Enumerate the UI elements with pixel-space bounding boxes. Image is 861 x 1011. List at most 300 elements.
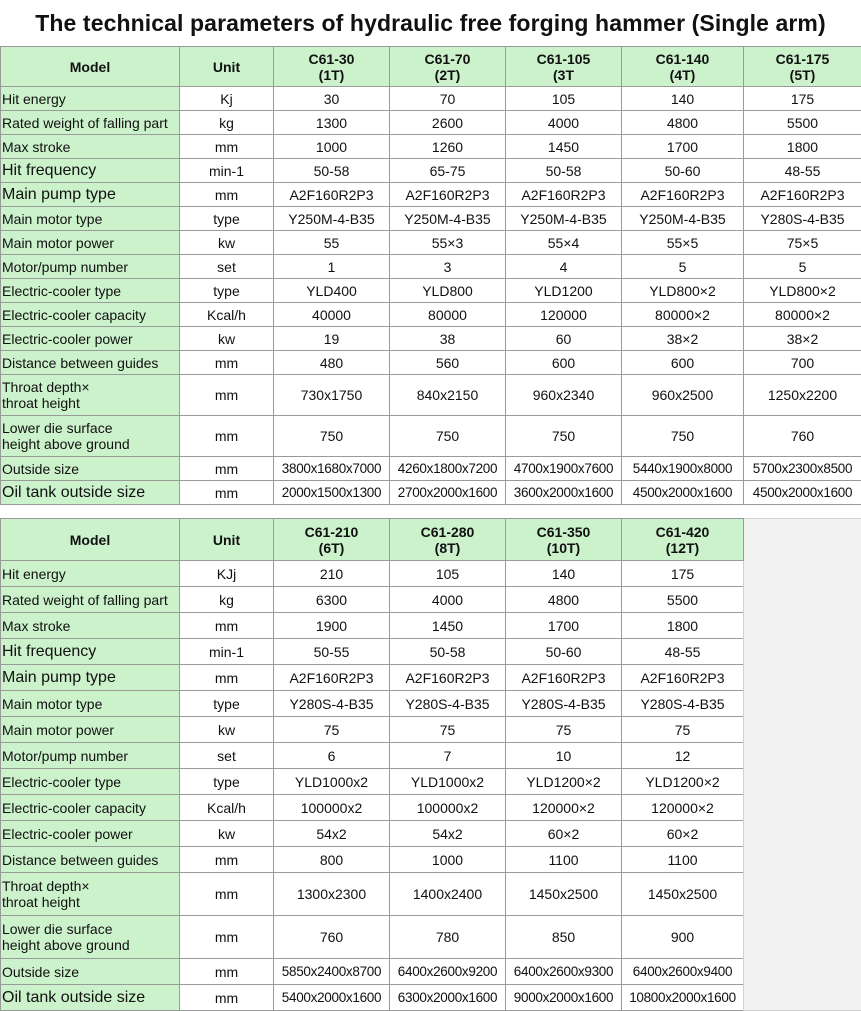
value-cell: YLD800×2 — [744, 279, 861, 303]
value-cell: 40000 — [274, 303, 390, 327]
unit-cell: mm — [180, 183, 274, 207]
table-row — [1, 183, 861, 207]
parameter-label-text: Hit frequency — [2, 643, 96, 660]
value-cell: 55×4 — [506, 231, 622, 255]
value-cell: 210 — [274, 561, 390, 587]
model-name: C61-280 — [390, 524, 505, 540]
value-cell: 1 — [274, 255, 390, 279]
value-cell: 55×3 — [390, 231, 506, 255]
value-cell: YLD1200×2 — [622, 769, 744, 795]
table-row — [1, 375, 861, 416]
parameter-label-text: Main motor type — [2, 211, 102, 227]
table-row — [1, 111, 861, 135]
value-cell: 175 — [744, 87, 861, 111]
value-cell: 3600x2000x1600 — [506, 481, 622, 505]
parameter-label — [1, 691, 180, 717]
unit-cell: mm — [180, 916, 274, 959]
value-cell: YLD1000x2 — [390, 769, 506, 795]
value-cell: 55×5 — [622, 231, 744, 255]
value-cell: 9000x2000x1600 — [506, 985, 622, 1011]
parameter-label-text: Main motor power — [2, 722, 114, 738]
parameter-label-text: Main pump type — [2, 186, 116, 203]
value-cell: 38×2 — [744, 327, 861, 351]
value-cell: 60 — [506, 327, 622, 351]
parameter-label-text: Oil tank outside size — [2, 989, 145, 1006]
value-cell: A2F160R2P3 — [390, 665, 506, 691]
parameter-label — [1, 416, 180, 457]
table-row — [1, 873, 861, 916]
model-column-header — [390, 519, 506, 561]
value-cell: 75 — [390, 717, 506, 743]
unit-cell: type — [180, 691, 274, 717]
value-cell: 900 — [622, 916, 744, 959]
parameter-label-text-line2: throat height — [2, 894, 80, 910]
parameter-label-text: Rated weight of falling part — [2, 592, 168, 608]
parameter-label-text: Max stroke — [2, 618, 70, 634]
parameter-label — [1, 959, 180, 985]
value-cell: Y250M-4-B35 — [274, 207, 390, 231]
value-cell: 75 — [506, 717, 622, 743]
parameter-label-text: Electric-cooler capacity — [2, 307, 146, 323]
value-cell: 10 — [506, 743, 622, 769]
table-row — [1, 279, 861, 303]
unit-cell: type — [180, 207, 274, 231]
parameter-label-text: Hit energy — [2, 566, 66, 582]
parameter-label-text: Motor/pump number — [2, 748, 128, 764]
table-row — [1, 743, 861, 769]
value-cell: 1250x2200 — [744, 375, 861, 416]
value-cell: 70 — [390, 87, 506, 111]
value-cell: 100000x2 — [390, 795, 506, 821]
value-cell: 120000×2 — [506, 795, 622, 821]
value-cell: 2600 — [390, 111, 506, 135]
value-cell: A2F160R2P3 — [506, 183, 622, 207]
model-tonnage: (1T) — [274, 67, 389, 83]
parameter-label — [1, 111, 180, 135]
unit-cell: min-1 — [180, 159, 274, 183]
table-row — [1, 587, 861, 613]
model-header: Model — [1, 47, 180, 87]
value-cell: 4500x2000x1600 — [744, 481, 861, 505]
value-cell: 1450 — [506, 135, 622, 159]
model-name: C61-420 — [622, 524, 743, 540]
table-row — [1, 159, 861, 183]
value-cell: 6400x2600x9300 — [506, 959, 622, 985]
parameter-label-text: Throat depth× — [2, 878, 90, 894]
table-row — [1, 717, 861, 743]
value-cell: 3 — [390, 255, 506, 279]
unit-cell: kw — [180, 717, 274, 743]
model-column-header — [622, 47, 744, 87]
value-cell: A2F160R2P3 — [390, 183, 506, 207]
value-cell: 12 — [622, 743, 744, 769]
parameter-label — [1, 665, 180, 691]
value-cell: YLD1200×2 — [506, 769, 622, 795]
table-row — [1, 457, 861, 481]
value-cell: 1450x2500 — [622, 873, 744, 916]
parameter-label — [1, 847, 180, 873]
parameter-label-text: Electric-cooler power — [2, 331, 133, 347]
value-cell: 4 — [506, 255, 622, 279]
value-cell: 175 — [622, 561, 744, 587]
value-cell: 54x2 — [390, 821, 506, 847]
parameter-label-text: Main motor power — [2, 235, 114, 251]
value-cell: 60×2 — [506, 821, 622, 847]
parameter-label-text: Motor/pump number — [2, 259, 128, 275]
table-row — [1, 795, 861, 821]
value-cell: 6400x2600x9200 — [390, 959, 506, 985]
model-tonnage: (2T) — [390, 67, 505, 83]
value-cell: 1000 — [274, 135, 390, 159]
value-cell: 760 — [744, 416, 861, 457]
value-cell: 1300x2300 — [274, 873, 390, 916]
value-cell: 4260x1800x7200 — [390, 457, 506, 481]
value-cell: 48-55 — [744, 159, 861, 183]
value-cell: YLD800×2 — [622, 279, 744, 303]
unit-cell: mm — [180, 375, 274, 416]
value-cell: 5400x2000x1600 — [274, 985, 390, 1011]
value-cell: Y250M-4-B35 — [622, 207, 744, 231]
value-cell: Y280S-4-B35 — [390, 691, 506, 717]
parameter-label-text: Outside size — [2, 461, 79, 477]
table-row — [1, 327, 861, 351]
parameter-label — [1, 769, 180, 795]
parameter-label — [1, 639, 180, 665]
parameter-label — [1, 613, 180, 639]
model-header: Model — [1, 519, 180, 561]
value-cell: 1100 — [506, 847, 622, 873]
table-row — [1, 231, 861, 255]
model-name: C61-105 — [506, 51, 621, 67]
value-cell: 75 — [622, 717, 744, 743]
model-tonnage: (3T — [506, 67, 621, 83]
model-name: C61-350 — [506, 524, 621, 540]
value-cell: A2F160R2P3 — [744, 183, 861, 207]
value-cell: Y250M-4-B35 — [390, 207, 506, 231]
value-cell: 1700 — [506, 613, 622, 639]
model-column-header — [274, 519, 390, 561]
value-cell: 6400x2600x9400 — [622, 959, 744, 985]
value-cell: 1900 — [274, 613, 390, 639]
unit-cell: kg — [180, 111, 274, 135]
model-column-header — [274, 47, 390, 87]
value-cell: 3800x1680x7000 — [274, 457, 390, 481]
parameter-label-text: Electric-cooler capacity — [2, 800, 146, 816]
unit-cell: set — [180, 255, 274, 279]
value-cell: 140 — [506, 561, 622, 587]
unit-header: Unit — [180, 47, 274, 87]
value-cell: 50-55 — [274, 639, 390, 665]
value-cell: 600 — [506, 351, 622, 375]
header-row — [1, 47, 861, 87]
model-name: C61-70 — [390, 51, 505, 67]
value-cell: A2F160R2P3 — [506, 665, 622, 691]
value-cell: 50-58 — [274, 159, 390, 183]
table-row — [1, 416, 861, 457]
value-cell: 48-55 — [622, 639, 744, 665]
parameter-label-text: Outside size — [2, 964, 79, 980]
value-cell: 730x1750 — [274, 375, 390, 416]
value-cell: 120000×2 — [622, 795, 744, 821]
value-cell: 1300 — [274, 111, 390, 135]
value-cell: 6300x2000x1600 — [390, 985, 506, 1011]
empty-cell — [744, 519, 861, 1011]
value-cell: 5500 — [622, 587, 744, 613]
parameter-label-text: Main pump type — [2, 669, 116, 686]
parameter-label — [1, 873, 180, 916]
value-cell: 6300 — [274, 587, 390, 613]
value-cell: 800 — [274, 847, 390, 873]
table-row — [1, 561, 861, 587]
value-cell: Y280S-4-B35 — [622, 691, 744, 717]
value-cell: 1800 — [744, 135, 861, 159]
value-cell: 1000 — [390, 847, 506, 873]
model-tonnage: (12T) — [622, 540, 743, 556]
parameter-label-text: Hit frequency — [2, 162, 96, 179]
parameter-label — [1, 587, 180, 613]
value-cell: Y280S-4-B35 — [506, 691, 622, 717]
table-row — [1, 351, 861, 375]
table-row — [1, 639, 861, 665]
value-cell: 80000×2 — [744, 303, 861, 327]
value-cell: A2F160R2P3 — [274, 665, 390, 691]
table-row — [1, 847, 861, 873]
page-title: The technical parameters of hydraulic free forging hammer (Single arm) — [0, 0, 861, 46]
unit-cell: mm — [180, 985, 274, 1011]
parameter-label-text: Distance between guides — [2, 852, 158, 868]
parameter-label — [1, 183, 180, 207]
spec-table-2 — [0, 518, 861, 1011]
value-cell: 38 — [390, 327, 506, 351]
parameter-label-text: Lower die surface — [2, 420, 113, 436]
value-cell: 560 — [390, 351, 506, 375]
value-cell: 4000 — [390, 587, 506, 613]
value-cell: Y280S-4-B35 — [274, 691, 390, 717]
value-cell: 600 — [622, 351, 744, 375]
value-cell: 75 — [274, 717, 390, 743]
value-cell: 760 — [274, 916, 390, 959]
value-cell: 1800 — [622, 613, 744, 639]
table-row — [1, 769, 861, 795]
parameter-label — [1, 481, 180, 505]
model-name: C61-175 — [744, 51, 861, 67]
parameter-label-text: Oil tank outside size — [2, 484, 145, 501]
value-cell: A2F160R2P3 — [622, 665, 744, 691]
value-cell: 780 — [390, 916, 506, 959]
value-cell: 4000 — [506, 111, 622, 135]
value-cell: 4500x2000x1600 — [622, 481, 744, 505]
unit-cell: type — [180, 769, 274, 795]
value-cell: 60×2 — [622, 821, 744, 847]
parameter-label-text: Rated weight of falling part — [2, 115, 168, 131]
value-cell: 1100 — [622, 847, 744, 873]
parameter-label — [1, 561, 180, 587]
model-column-header — [506, 519, 622, 561]
unit-cell: mm — [180, 351, 274, 375]
unit-cell: Kcal/h — [180, 303, 274, 327]
value-cell: 80000 — [390, 303, 506, 327]
parameter-label — [1, 159, 180, 183]
spec-table-1 — [0, 46, 861, 505]
parameter-label-text-line2: height above ground — [2, 937, 130, 953]
unit-cell: Kj — [180, 87, 274, 111]
value-cell: 140 — [622, 87, 744, 111]
value-cell: 6 — [274, 743, 390, 769]
value-cell: YLD400 — [274, 279, 390, 303]
unit-cell: min-1 — [180, 639, 274, 665]
table-row — [1, 255, 861, 279]
value-cell: 5 — [622, 255, 744, 279]
value-cell: 105 — [506, 87, 622, 111]
model-tonnage: (6T) — [274, 540, 389, 556]
unit-cell: kw — [180, 327, 274, 351]
value-cell: 120000 — [506, 303, 622, 327]
unit-cell: kg — [180, 587, 274, 613]
value-cell: 480 — [274, 351, 390, 375]
value-cell: 7 — [390, 743, 506, 769]
value-cell: 65-75 — [390, 159, 506, 183]
value-cell: 960x2340 — [506, 375, 622, 416]
parameter-label-text: Electric-cooler type — [2, 774, 121, 790]
parameter-label-text-line2: throat height — [2, 395, 80, 411]
model-tonnage: (10T) — [506, 540, 621, 556]
value-cell: 100000x2 — [274, 795, 390, 821]
parameter-label — [1, 916, 180, 959]
parameter-label — [1, 87, 180, 111]
model-name: C61-30 — [274, 51, 389, 67]
parameter-label — [1, 821, 180, 847]
value-cell: 840x2150 — [390, 375, 506, 416]
model-tonnage: (5T) — [744, 67, 861, 83]
parameter-label — [1, 375, 180, 416]
unit-cell: mm — [180, 873, 274, 916]
value-cell: 1400x2400 — [390, 873, 506, 916]
unit-cell: mm — [180, 135, 274, 159]
parameter-label-text: Electric-cooler type — [2, 283, 121, 299]
value-cell: 50-60 — [506, 639, 622, 665]
value-cell: 5440x1900x8000 — [622, 457, 744, 481]
unit-cell: mm — [180, 847, 274, 873]
parameter-label — [1, 457, 180, 481]
value-cell: 55 — [274, 231, 390, 255]
model-name: C61-210 — [274, 524, 389, 540]
value-cell: YLD1200 — [506, 279, 622, 303]
parameter-label-text: Distance between guides — [2, 355, 158, 371]
value-cell: 700 — [744, 351, 861, 375]
value-cell: 75×5 — [744, 231, 861, 255]
parameter-label — [1, 717, 180, 743]
value-cell: 5500 — [744, 111, 861, 135]
value-cell: 50-60 — [622, 159, 744, 183]
value-cell: 1450x2500 — [506, 873, 622, 916]
value-cell: 80000×2 — [622, 303, 744, 327]
model-column-header — [622, 519, 744, 561]
model-tonnage: (4T) — [622, 67, 743, 83]
table-row — [1, 207, 861, 231]
value-cell: 19 — [274, 327, 390, 351]
parameter-label-text: Hit energy — [2, 91, 66, 107]
value-cell: 1450 — [390, 613, 506, 639]
unit-cell: Kcal/h — [180, 795, 274, 821]
unit-cell: set — [180, 743, 274, 769]
table-row — [1, 303, 861, 327]
value-cell: 38×2 — [622, 327, 744, 351]
table-row — [1, 691, 861, 717]
parameter-label — [1, 135, 180, 159]
table-row — [1, 135, 861, 159]
value-cell: 750 — [274, 416, 390, 457]
value-cell: 2000x1500x1300 — [274, 481, 390, 505]
value-cell: 30 — [274, 87, 390, 111]
table-row — [1, 821, 861, 847]
table-row — [1, 613, 861, 639]
value-cell: 54x2 — [274, 821, 390, 847]
model-name: C61-140 — [622, 51, 743, 67]
value-cell: 1700 — [622, 135, 744, 159]
table-row — [1, 481, 861, 505]
table-row — [1, 87, 861, 111]
value-cell: 960x2500 — [622, 375, 744, 416]
unit-cell: type — [180, 279, 274, 303]
parameter-label — [1, 231, 180, 255]
parameter-label-text-line2: height above ground — [2, 436, 130, 452]
value-cell: 10800x2000x1600 — [622, 985, 744, 1011]
parameter-label — [1, 743, 180, 769]
value-cell: A2F160R2P3 — [622, 183, 744, 207]
model-column-header — [506, 47, 622, 87]
table-row — [1, 665, 861, 691]
unit-cell: kw — [180, 231, 274, 255]
parameter-label — [1, 279, 180, 303]
value-cell: 4700x1900x7600 — [506, 457, 622, 481]
parameter-label-text: Max stroke — [2, 139, 70, 155]
value-cell: 50-58 — [390, 639, 506, 665]
unit-cell: mm — [180, 665, 274, 691]
value-cell: 2700x2000x1600 — [390, 481, 506, 505]
unit-header: Unit — [180, 519, 274, 561]
value-cell: A2F160R2P3 — [274, 183, 390, 207]
parameter-label — [1, 207, 180, 231]
parameter-label — [1, 303, 180, 327]
parameter-label — [1, 795, 180, 821]
parameter-label-text: Main motor type — [2, 696, 102, 712]
model-column-header — [744, 47, 861, 87]
table-row — [1, 916, 861, 959]
value-cell: 1260 — [390, 135, 506, 159]
unit-cell: mm — [180, 416, 274, 457]
value-cell: 5850x2400x8700 — [274, 959, 390, 985]
value-cell: 5700x2300x8500 — [744, 457, 861, 481]
value-cell: 4800 — [622, 111, 744, 135]
unit-cell: mm — [180, 613, 274, 639]
value-cell: 4800 — [506, 587, 622, 613]
value-cell: 750 — [622, 416, 744, 457]
value-cell: 750 — [390, 416, 506, 457]
value-cell: YLD800 — [390, 279, 506, 303]
unit-cell: mm — [180, 457, 274, 481]
value-cell: 50-58 — [506, 159, 622, 183]
header-row — [1, 519, 861, 561]
parameter-label — [1, 255, 180, 279]
parameter-label-text: Throat depth× — [2, 379, 90, 395]
model-tonnage: (8T) — [390, 540, 505, 556]
unit-cell: mm — [180, 959, 274, 985]
parameter-label — [1, 327, 180, 351]
value-cell: Y280S-4-B35 — [744, 207, 861, 231]
table-row — [1, 959, 861, 985]
value-cell: 105 — [390, 561, 506, 587]
value-cell: 5 — [744, 255, 861, 279]
